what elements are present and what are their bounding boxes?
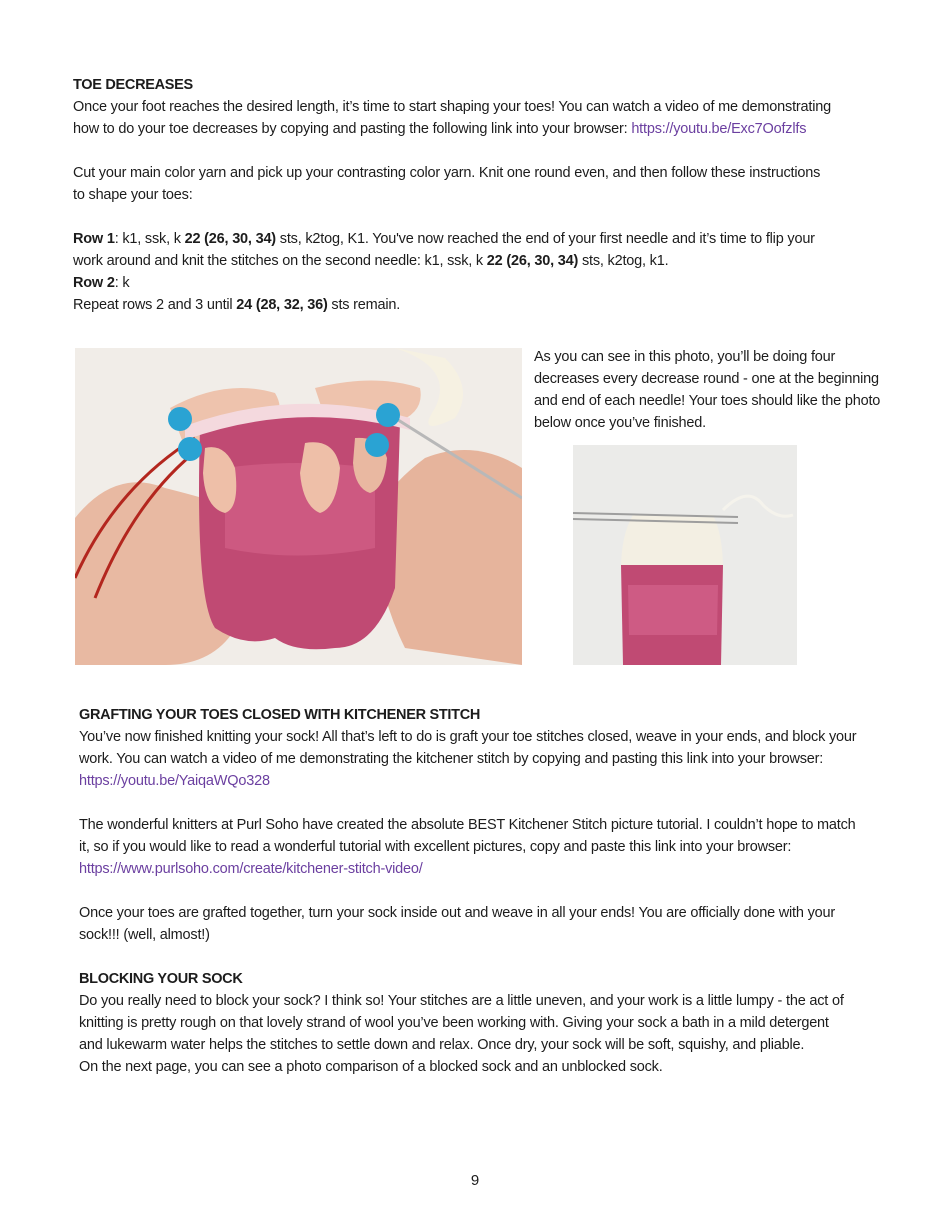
blocking-line-4: On the next page, you can see a photo comparison of a blocked sock and an unblocked sock. xyxy=(79,1059,663,1075)
row1-count-1: 22 (26, 30, 34) xyxy=(184,231,276,247)
toe-p1-line1: Once your foot reaches the desired length, it’s time to start shaping your toes! You can watch a video of me demonstrating xyxy=(73,99,831,115)
toe-decreases-section xyxy=(73,74,933,316)
graft-p1-line2: work. You can watch a video of me demonstrating the kitchener stitch by copying and pasting this link into your browser: xyxy=(79,751,824,767)
row2-line xyxy=(73,272,933,294)
graft-p2-line1: The wonderful knitters at Purl Soho have created the absolute BEST Kitchener Stitch picture tutorial. I couldn’t hope to match xyxy=(79,817,856,833)
repeat-text-a: Repeat rows 2 and 3 until xyxy=(73,297,237,313)
toe-p2-line2: to shape your toes: xyxy=(73,187,193,203)
row1-text-c: work around and knit the stitches on the second needle: k1, ssk, k xyxy=(73,253,487,269)
repeat-text-b: sts remain. xyxy=(327,297,401,313)
repeat-count: 24 (28, 32, 36) xyxy=(236,297,328,313)
graft-p3-line1: Once your toes are grafted together, turn your sock inside out and weave in all your ends! You are officially done with your xyxy=(79,905,835,921)
toe-decrease-photo xyxy=(75,348,522,665)
row1-label: Row 1 xyxy=(73,231,115,247)
grafting-section xyxy=(79,704,939,1078)
row1-count-2: 22 (26, 30, 34) xyxy=(486,253,579,269)
knitting-hands-illustration xyxy=(75,348,522,665)
repeat-line xyxy=(73,294,933,316)
purlsoho-link[interactable]: https://www.purlsoho.com/create/kitchener-stitch-video/ xyxy=(79,861,423,877)
blocking-line-1: Do you really need to block your sock? I think so! Your stitches are a little uneven, and your work is a little lumpy - the act of xyxy=(79,993,844,1009)
caption-line-2: decreases every decrease round - one at the beginning xyxy=(534,371,879,387)
graft-p3-line2: sock!!! (well, almost!) xyxy=(79,927,210,943)
kitchener-video-link[interactable]: https://youtu.be/YaiqaWQo328 xyxy=(79,773,270,789)
toe-p1-line2 xyxy=(73,118,933,140)
grafting-heading: GRAFTING YOUR TOES CLOSED WITH KITCHENER STITCH xyxy=(79,707,481,723)
blocking-heading: BLOCKING YOUR SOCK xyxy=(79,971,243,987)
finished-toe-illustration xyxy=(573,445,797,665)
caption-line-1: As you can see in this photo, you’ll be doing four xyxy=(534,349,836,365)
marker-dot-bottom-left xyxy=(178,437,202,461)
blocking-line-3: and lukewarm water helps the stitches to settle down and relax. Once dry, your sock will be soft, squishy, and pliable. xyxy=(79,1037,805,1053)
marker-dot-top-right xyxy=(376,403,400,427)
row1-line1 xyxy=(73,228,933,250)
caption-line-3: and end of each needle! Your toes should like the photo xyxy=(534,393,881,409)
finished-toe-photo xyxy=(573,445,797,665)
row2-text: : k xyxy=(114,275,130,291)
graft-p1-line1: You’ve now finished knitting your sock! All that’s left to do is graft your toe stitches closed, weave in your ends, and block your xyxy=(79,729,857,745)
marker-dot-top-left xyxy=(168,407,192,431)
marker-dot-bottom-right xyxy=(365,433,389,457)
graft-p2-line2: it, so if you would like to read a wonderful tutorial with excellent pictures, copy and paste this link into your browser: xyxy=(79,839,792,855)
blocking-line-2: knitting is pretty rough on that lovely strand of wool you’ve been working with. Giving your sock a bath in a mild detergent xyxy=(79,1015,829,1031)
toe-video-link[interactable]: https://youtu.be/Exc7Oofzlfs xyxy=(631,121,807,137)
row1-line2 xyxy=(73,250,933,272)
toe-decreases-heading: TOE DECREASES xyxy=(73,77,193,93)
caption-line-4: below once you’ve finished. xyxy=(534,415,706,431)
row1-text-a: : k1, ssk, k xyxy=(114,231,185,247)
photo-caption xyxy=(534,346,934,434)
row1-text-b: sts, k2tog, K1. You've now reached the end of your first needle and it’s time to flip your xyxy=(275,231,815,247)
page-number: 9 xyxy=(470,1172,480,1189)
toe-p1-text: how to do your toe decreases by copying and pasting the following link into your browser: xyxy=(73,121,632,137)
row2-label: Row 2 xyxy=(73,275,115,291)
toe-p2-line1: Cut your main color yarn and pick up your contrasting color yarn. Knit one round even, and then follow these instructions xyxy=(73,165,821,181)
row1-text-d: sts, k2tog, k1. xyxy=(578,253,669,269)
